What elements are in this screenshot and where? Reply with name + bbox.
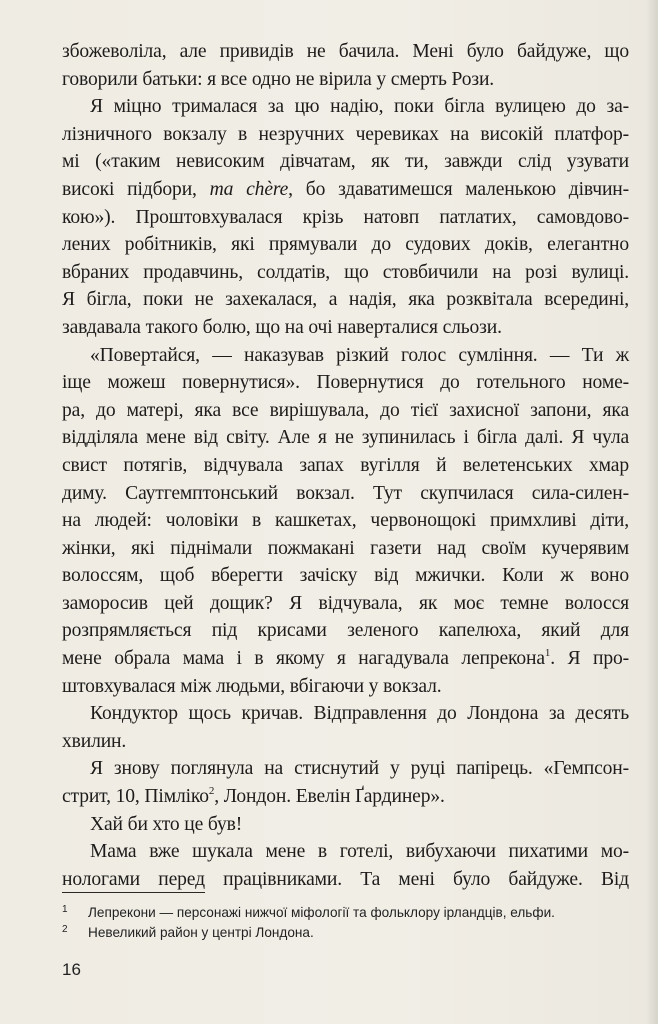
text-line: відділяла мене від світу. Але я не зупинилась і бігла далі. Я чула <box>62 427 629 449</box>
text-line: вбраних продавчинь, солдатів, що стовбичили на розі вулиці. <box>62 261 629 283</box>
italic-phrase: ma chère <box>209 178 289 200</box>
text-line: свист потягів, відчувала запах вугілля й велетенських хмар <box>62 454 629 476</box>
text-line: Кондуктор щось кричав. Відправлення до Лондона за десять <box>90 703 629 725</box>
text-line <box>62 645 629 673</box>
footnote-number: 2 <box>62 924 68 935</box>
text-line: Я міцно трималася за цю надію, поки бігла вулицею до за- <box>90 96 629 118</box>
text-line: мі («таким невисоким дівчатам, як ти, завжди слід узувати <box>62 151 629 173</box>
page-edge-shadow <box>646 0 658 1024</box>
footnote-ref: 1 <box>544 647 551 660</box>
text-line: лених робітників, які прямували до судових доків, елегантно <box>62 234 629 256</box>
footnotes <box>62 903 629 943</box>
text-run: стрит, 10, Пімліко <box>62 786 209 808</box>
footnote-ref: 2 <box>208 785 215 798</box>
footnote-text: Лепрекони — персонажі нижчої міфології та фольклору ірландців, ельфи. <box>88 905 555 920</box>
text-line: на людей: чоловіки в кашкетах, червонощокі примхливі діти, <box>62 510 629 532</box>
text-line: збожеволіла, але привидів не бачила. Мені було байдуже, що <box>62 41 629 62</box>
footnote-number: 1 <box>62 904 68 915</box>
text-run: . Я про- <box>550 648 629 670</box>
text-run: високі підбори, <box>62 178 210 200</box>
footnote <box>62 923 629 943</box>
footnote <box>62 903 629 923</box>
page-number: 16 <box>62 960 81 979</box>
text-line: заморосив цей дощик? Я відчувала, як моє темне волосся <box>62 592 629 614</box>
text-line: жінки, які піднімали пожмакані газети над своїм кучерявим <box>62 537 629 559</box>
text-line: волоссям, щоб вберегти зачіску від мжички. Коли ж воно <box>62 565 629 587</box>
text-line: кою»). Проштовхувалася крізь натовп патлатих, самовдово- <box>62 206 629 228</box>
text-line: «Повертайся, — наказував різкий голос сумління. — Ти ж <box>90 344 629 366</box>
text-line: розпрямляється під крисами зеленого капелюха, який для <box>62 620 629 642</box>
text-line: лізничного вокзалу в незручних черевиках на високій платфор- <box>62 123 629 145</box>
text-line <box>62 176 629 204</box>
text-run: , Лондон. Евелін Ґардинер». <box>214 786 445 808</box>
text-run: мене обрала мама і в якому я нагадувала лепрекона <box>62 648 545 670</box>
text-line: Хай би хто це був! <box>90 813 243 835</box>
text-line: Я знову поглянула на стиснутий у руці папірець. «Гемпсон- <box>90 758 629 780</box>
text-line: говорили батьки: я все одно не вірила у смерть Рози. <box>62 68 495 90</box>
text-line: диму. Саутгемптонський вокзал. Тут скупчилася сила-силен- <box>62 482 629 504</box>
text-line: нологами перед працівниками. Та мені було байдуже. Від <box>62 868 629 890</box>
text-line: хвилин. <box>62 730 127 752</box>
text-line: Я бігла, поки не захекалася, а надія, яка розквітала всередині, <box>62 289 629 311</box>
body-text <box>62 38 629 893</box>
footnote-text: Невеликий район у центрі Лондона. <box>88 925 314 940</box>
text-line: іще можеш повернутися». Повернутися до готельного номе- <box>62 372 629 394</box>
text-line: Мама вже шукала мене в готелі, вибухаючи пихатими мо- <box>90 841 629 863</box>
text-line <box>62 783 629 811</box>
text-run: , бо здаватимешся маленькою дівчин- <box>288 178 629 200</box>
text-line: завдавала такого болю, що на очі наверталися сльози. <box>62 316 502 338</box>
text-line: штовхувалася між людьми, вбігаючи у вокзал. <box>62 675 442 697</box>
footnote-separator <box>62 892 205 893</box>
text-line: ра, до матері, яка все вирішувала, до тієї захисної запони, яка <box>62 399 629 421</box>
